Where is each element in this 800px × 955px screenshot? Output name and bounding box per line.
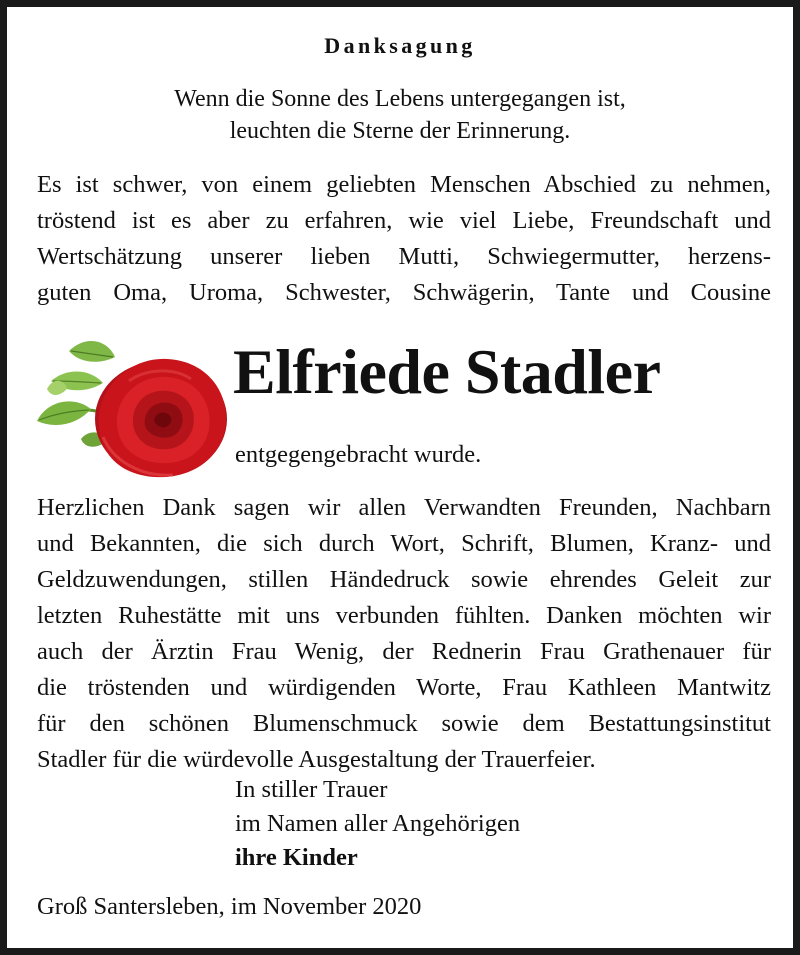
paragraph-line: Herzlichen Dank sagen wir allen Verwandten Freunden, Nachbarn: [37, 494, 771, 521]
motto: [7, 83, 793, 147]
red-rose-icon: [33, 329, 233, 481]
signature-line: In stiller Trauer: [235, 776, 388, 803]
paragraph-line: auch der Ärztin Frau Wenig, der Rednerin Frau Grathenauer für: [37, 638, 771, 665]
paragraph-line: tröstend ist es aber zu erfahren, wie viel Liebe, Freundschaft und: [37, 207, 771, 234]
motto-line: leuchten die Sterne der Erinnerung.: [229, 118, 571, 144]
paragraph-line: die tröstenden und würdigenden Worte, Frau Kathleen Mantwitz: [37, 674, 771, 701]
paragraph-line: für den schönen Blumenschmuck sowie dem Bestattungsinstitut: [37, 710, 771, 737]
paragraph-line: Stadler für die würdevolle Ausgestaltung der Trauerfeier.: [37, 746, 596, 773]
paragraph-line: Es ist schwer, von einem geliebten Menschen Abschied zu nehmen,: [37, 171, 771, 198]
deceased-name: Elfriede Stadler: [233, 336, 661, 407]
notice-title: Danksagung: [324, 33, 476, 58]
paragraph-line: guten Oma, Uroma, Schwester, Schwägerin, Tante und Cousine: [37, 279, 771, 306]
thanks-paragraph: [37, 490, 771, 778]
signature-line: im Namen aller Angehörigen: [235, 810, 521, 837]
place-and-date: Groß Santersleben, im November 2020: [37, 893, 422, 920]
paragraph-line: Geldzuwendungen, stillen Händedruck sowie ehrendes Geleit zur: [37, 566, 771, 593]
paragraph-line: und Bekannten, die sich durch Wort, Schrift, Blumen, Kranz- und: [37, 530, 771, 557]
paragraph-line: Wertschätzung unserer lieben Mutti, Schwiegermutter, herzens-: [37, 243, 771, 270]
intro-paragraph: [37, 167, 771, 311]
signature-block: [235, 773, 520, 875]
after-name-text: entgegengebracht wurde.: [235, 441, 482, 468]
signature-signer: ihre Kinder: [235, 844, 358, 871]
paragraph-line: letzten Ruhestätte mit uns verbunden fühlten. Danken möchten wir: [37, 602, 771, 629]
motto-line: Wenn die Sonne des Lebens untergegangen ist,: [174, 86, 626, 112]
